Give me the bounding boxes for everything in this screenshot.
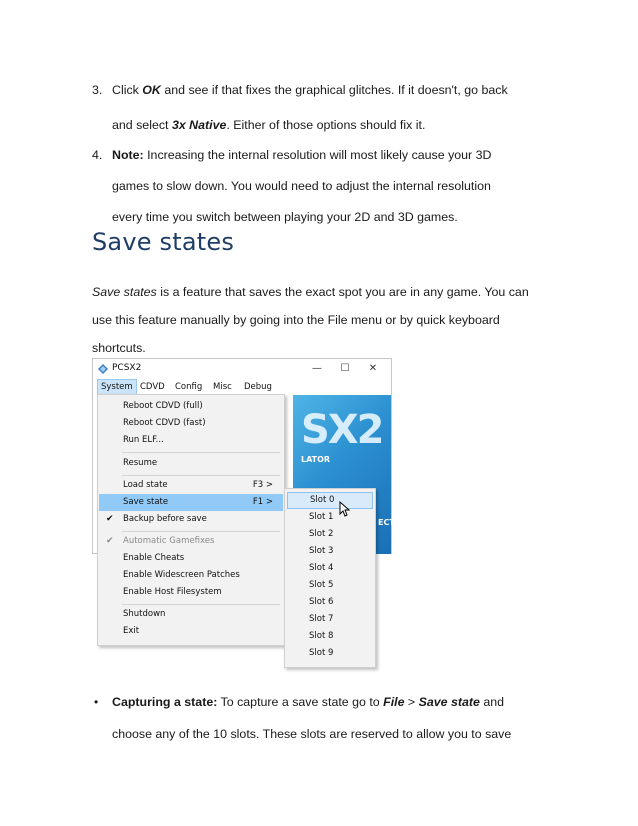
save-state-submenu [284,488,376,668]
note-label: Note: [112,148,144,162]
save-state-emphasis: Save state [418,695,480,709]
slot-item-0[interactable]: Slot 0 [287,492,373,509]
checkmark-icon: ✔ [106,514,114,524]
para-line-2: use this feature manually by going into the File menu or by quick keyboard [92,313,500,327]
menu-debug[interactable]: Debug [244,382,272,392]
menu-item-shutdown[interactable]: Shutdown [123,609,166,619]
para-line-3: shortcuts. [92,341,146,355]
menu-item-enable-host-filesystem[interactable]: Enable Host Filesystem [123,587,222,597]
menu-item-backup-before-save[interactable]: ✔ Backup before save [99,511,283,528]
minimize-button[interactable]: — [312,363,322,374]
bullet-line-1: Capturing a state: To capture a save state go to File > Save state and [112,695,505,709]
logo-text: SX2 [301,407,383,453]
slot-item-6[interactable]: Slot 6 [309,597,334,607]
step-3-line-2: and select 3x Native. Either of those options should fix it. [112,118,426,132]
slot-item-2[interactable]: Slot 2 [309,529,334,539]
section-paragraph [92,280,552,361]
menu-item-enable-cheats[interactable]: Enable Cheats [123,553,185,563]
list-item-step-4 [92,143,552,230]
slot-item-4[interactable]: Slot 4 [309,563,334,573]
menu-separator [122,452,280,453]
step-3-line-1: Click OK and see if that fixes the graphical glitches. If it doesn't, go back [112,83,508,97]
checkmark-icon: ✔ [106,536,114,546]
menu-cdvd[interactable]: CDVD [140,382,165,392]
bullet-label: Capturing a state: [112,695,218,709]
list-number: 4. [92,148,103,162]
file-emphasis: File [383,695,405,709]
slot-item-3[interactable]: Slot 3 [309,546,334,556]
pcsx2-screenshot [92,358,395,670]
list-item-step-3 [92,78,552,138]
window-title: PCSX2 [112,363,142,373]
step-4-line-1: Note: Increasing the internal resolution will most likely cause your 3D [112,148,492,162]
native-emphasis: 3x Native [171,118,227,132]
title-bar [93,359,391,379]
system-menu-dropdown [97,394,285,646]
slot-item-7[interactable]: Slot 7 [309,614,334,624]
menu-config[interactable]: Config [175,382,203,392]
menu-separator [122,604,280,605]
slot-item-8[interactable]: Slot 8 [309,631,334,641]
section-heading: Save states [92,228,235,256]
menu-item-load-state[interactable]: Load state F3 > [99,477,283,494]
bullet-line-2: choose any of the 10 slots. These slots are reserved to allow you to save [112,727,512,741]
menu-item-automatic-gamefixes[interactable]: ✔ Automatic Gamefixes [99,533,283,550]
list-number: 3. [92,83,103,97]
menu-item-reboot-fast[interactable]: Reboot CDVD (fast) [123,418,206,428]
load-state-shortcut: F3 > [252,480,273,490]
maximize-button[interactable]: ☐ [340,363,350,374]
menu-item-resume[interactable]: Resume [123,458,158,468]
ok-emphasis: OK [142,83,161,97]
menu-item-enable-widescreen[interactable]: Enable Widescreen Patches [123,570,240,580]
step-4-line-2: games to slow down. You would need to adjust the internal resolution [112,179,491,193]
menu-misc[interactable]: Misc [213,382,232,392]
menu-item-run-elf[interactable]: Run ELF... [123,435,164,445]
slot-item-5[interactable]: Slot 5 [309,580,334,590]
menu-item-reboot-full[interactable]: Reboot CDVD (full) [123,401,203,411]
close-button[interactable]: ✕ [368,363,378,374]
mouse-cursor-icon [339,501,351,517]
para-line-1: Save states is a feature that saves the exact spot you are in any game. You can [92,285,529,299]
menu-bar [93,379,391,395]
bullet-point-icon: • [94,695,99,709]
menu-item-save-state[interactable]: Save state F1 > [99,494,283,511]
bullet-capturing-state [94,690,552,747]
menu-separator [122,531,280,532]
pcsx2-app-icon [98,364,108,374]
logo-subtext: LATOR [301,455,331,464]
slot-item-1[interactable]: Slot 1 [309,512,334,522]
save-state-shortcut: F1 > [252,497,273,507]
slot-item-9[interactable]: Slot 9 [309,648,334,658]
menu-item-exit[interactable]: Exit [123,626,140,636]
menu-separator [122,475,280,476]
menu-system[interactable]: System [97,379,137,395]
step-4-line-3: every time you switch between playing your 2D and 3D games. [112,210,458,224]
background-art-fragment: ECT [378,518,395,527]
